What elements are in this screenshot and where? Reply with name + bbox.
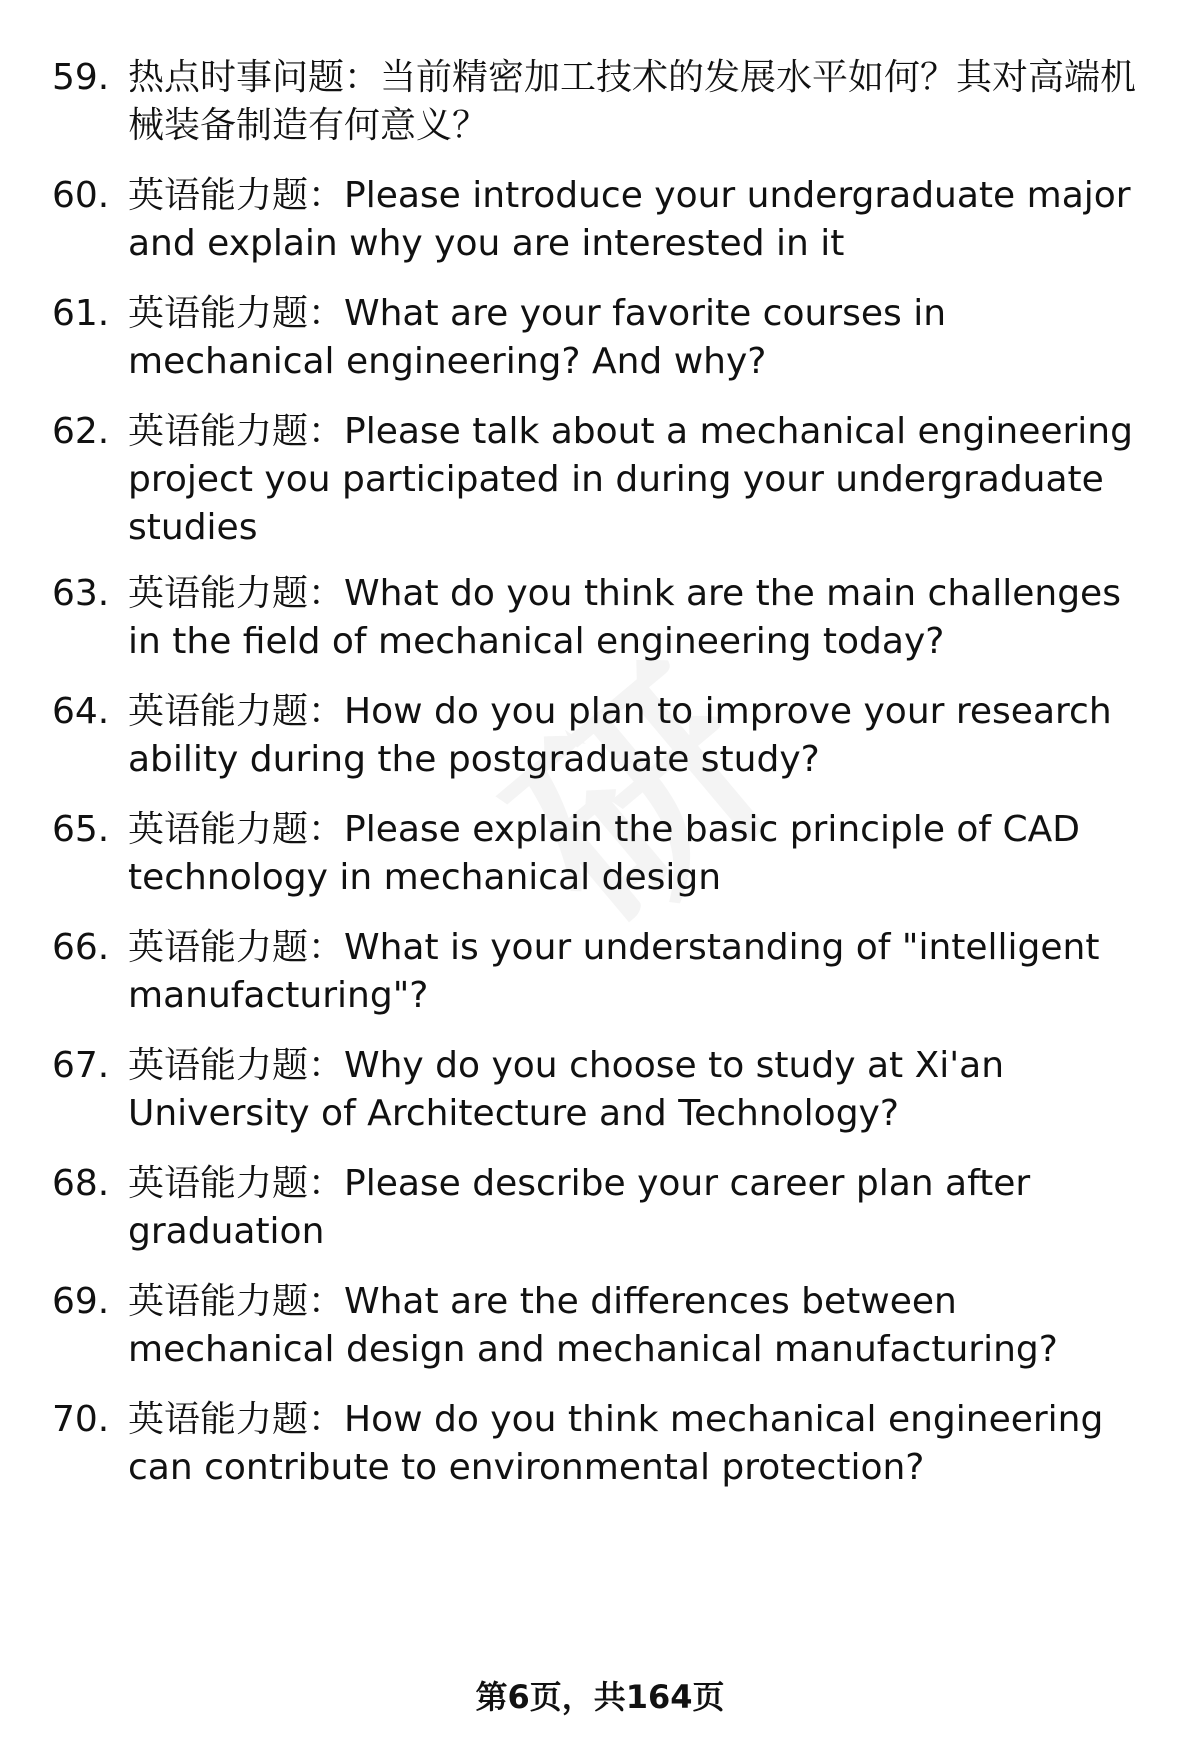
question-number: 64. (52, 691, 110, 732)
question-text: 英语能力题：What do you think are the main challenges in the field of mechanical engineering today? (128, 573, 1121, 662)
question-text: 英语能力题：What are the differences between mechanical design and mechanical manufacturing? (128, 1281, 1058, 1370)
question-number: 69. (52, 1281, 110, 1322)
question-number: 65. (52, 809, 110, 850)
question-text: 热点时事问题：当前精密加工技术的发展水平如何？其对高端机械装备制造有何意义？ (128, 57, 1137, 146)
question-text: 英语能力题：Why do you choose to study at Xi'an University of Architecture and Technology? (128, 1045, 1005, 1134)
question-number: 59. (52, 57, 110, 98)
question-number: 63. (52, 573, 110, 614)
question-text: 英语能力题：How do you think mechanical engineering can contribute to environmental protection? (128, 1399, 1104, 1488)
question-number: 68. (52, 1163, 110, 1204)
question-text: 英语能力题：What is your understanding of "intelligent manufacturing"? (128, 927, 1100, 1016)
question-text: 英语能力题：How do you plan to improve your research ability during the postgraduate study? (128, 691, 1112, 780)
question-number: 61. (52, 293, 110, 334)
question-text: 英语能力题：Please introduce your undergraduate major and explain why you are interested in it (128, 175, 1131, 264)
question-text: 英语能力题：Please describe your career plan after graduation (128, 1163, 1031, 1252)
question-number: 70. (52, 1399, 110, 1440)
question-text: 英语能力题：Please talk about a mechanical engineering project you participated in during your undergraduate studies (128, 411, 1133, 548)
question-number: 67. (52, 1045, 110, 1086)
question-text: 英语能力题：Please explain the basic principle of CAD technology in mechanical design (128, 809, 1081, 898)
page-number-footer: 第6页，共164页 (475, 1678, 725, 1716)
question-text: 英语能力题：What are your favorite courses in mechanical engineering? And why? (128, 293, 947, 382)
question-number: 62. (52, 411, 110, 452)
question-number: 66. (52, 927, 110, 968)
question-number: 60. (52, 175, 110, 216)
